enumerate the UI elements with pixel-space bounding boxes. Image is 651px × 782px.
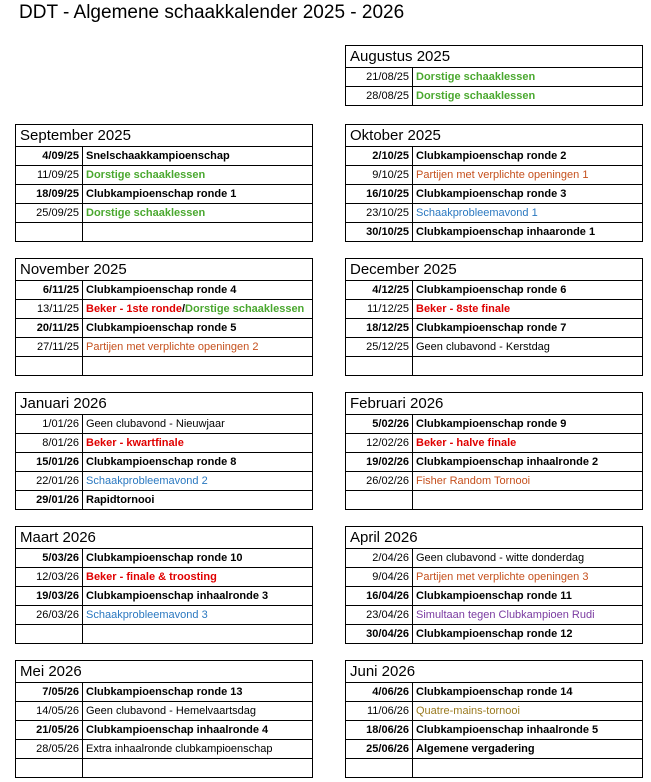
event-text: Beker - halve finale — [416, 437, 517, 449]
event-description — [413, 204, 642, 222]
event-text: Clubkampioenschap ronde 4 — [86, 284, 237, 296]
event-text: Geen clubavond - witte donderdag — [416, 552, 585, 564]
month-table — [345, 258, 643, 376]
month-table — [15, 392, 313, 510]
event-description — [413, 740, 642, 758]
event-date: 22/01/26 — [16, 472, 83, 490]
calendar-row — [16, 185, 312, 204]
calendar-row — [346, 683, 642, 702]
month-table — [345, 392, 643, 510]
month-table — [15, 526, 313, 644]
event-description — [83, 702, 312, 720]
event-description — [413, 300, 642, 318]
event-description — [83, 740, 312, 758]
event-description — [83, 491, 312, 509]
event-description — [413, 166, 642, 184]
month-header: Maart 2026 — [16, 527, 312, 549]
event-description — [413, 223, 642, 241]
event-description — [83, 625, 312, 643]
event-text: Clubkampioenschap inhaalronde 3 — [86, 590, 269, 602]
event-date: 25/06/26 — [346, 740, 413, 758]
event-text: Extra inhaalronde clubkampioenschap — [86, 743, 273, 755]
calendar-row — [16, 759, 312, 777]
event-description — [413, 683, 642, 701]
event-date: 5/02/26 — [346, 415, 413, 433]
calendar-row — [16, 702, 312, 721]
calendar-row — [16, 338, 312, 357]
event-date — [16, 759, 83, 777]
event-date: 18/09/25 — [16, 185, 83, 203]
event-description — [413, 357, 642, 375]
event-date: 19/03/26 — [16, 587, 83, 605]
event-text: Dorstige schaaklessen — [416, 71, 536, 83]
event-description — [83, 472, 312, 490]
event-text: Geen clubavond - Nieuwjaar — [86, 418, 225, 430]
event-date: 16/04/26 — [346, 587, 413, 605]
event-text: Clubkampioenschap inhaalronde 4 — [86, 724, 269, 736]
calendar-row — [16, 434, 312, 453]
calendar-row — [346, 740, 642, 759]
event-text: Clubkampioenschap ronde 6 — [416, 284, 567, 296]
event-text: Clubkampioenschap ronde 3 — [416, 188, 567, 200]
calendar-row — [16, 568, 312, 587]
event-description — [83, 166, 312, 184]
event-text: Quatre-mains-tornooi — [416, 705, 520, 717]
event-text: Beker - 8ste finale — [416, 303, 511, 315]
event-text: Snelschaakkampioenschap — [86, 150, 230, 162]
calendar-row — [16, 587, 312, 606]
event-description — [83, 338, 312, 356]
event-description — [413, 338, 642, 356]
event-date — [16, 357, 83, 375]
event-date: 11/09/25 — [16, 166, 83, 184]
event-text: Clubkampioenschap ronde 11 — [416, 590, 572, 602]
event-date: 2/10/25 — [346, 147, 413, 165]
event-date: 9/10/25 — [346, 166, 413, 184]
calendar-row — [16, 625, 312, 643]
calendar-row — [346, 702, 642, 721]
month-table — [345, 124, 643, 242]
event-date: 29/01/26 — [16, 491, 83, 509]
event-description — [413, 147, 642, 165]
calendar-row — [16, 281, 312, 300]
event-text: Dorstige schaaklessen — [86, 207, 206, 219]
event-date: 27/11/25 — [16, 338, 83, 356]
event-description — [83, 204, 312, 222]
event-text: Beker - 1ste ronde — [86, 303, 182, 315]
calendar-row — [16, 415, 312, 434]
calendar-row — [346, 300, 642, 319]
calendar-row — [16, 740, 312, 759]
month-header: Januari 2026 — [16, 393, 312, 415]
event-date: 28/05/26 — [16, 740, 83, 758]
event-text: Partijen met verplichte openingen 3 — [416, 571, 589, 583]
event-date: 8/01/26 — [16, 434, 83, 452]
event-text: / — [181, 303, 186, 315]
event-date: 21/08/25 — [346, 68, 413, 86]
calendar-row — [346, 625, 642, 643]
calendar-row — [346, 87, 642, 105]
event-text: Clubkampioenschap ronde 12 — [416, 628, 573, 640]
event-description — [83, 683, 312, 701]
event-date: 25/09/25 — [16, 204, 83, 222]
event-date: 1/01/26 — [16, 415, 83, 433]
event-date: 12/02/26 — [346, 434, 413, 452]
event-date: 12/03/26 — [16, 568, 83, 586]
event-text: Clubkampioenschap ronde 5 — [86, 322, 237, 334]
event-text: Beker - kwartfinale — [86, 437, 184, 449]
event-text: Dorstige schaaklessen — [86, 169, 206, 181]
event-text: Clubkampioenschap ronde 14 — [416, 686, 573, 698]
calendar-row — [346, 472, 642, 491]
event-description — [83, 300, 312, 318]
calendar-row — [16, 549, 312, 568]
calendar-row — [16, 147, 312, 166]
event-date: 23/10/25 — [346, 204, 413, 222]
month-header: Augustus 2025 — [346, 46, 642, 68]
event-date: 7/05/26 — [16, 683, 83, 701]
calendar-row — [346, 453, 642, 472]
calendar-row — [346, 319, 642, 338]
calendar-row — [346, 549, 642, 568]
event-text: Clubkampioenschap ronde 9 — [416, 418, 567, 430]
event-text: Clubkampioenschap inhaalronde 2 — [416, 456, 599, 468]
month-header: Februari 2026 — [346, 393, 642, 415]
month-header: September 2025 — [16, 125, 312, 147]
event-description — [413, 491, 642, 509]
event-date — [346, 357, 413, 375]
calendar-row — [16, 472, 312, 491]
calendar-row — [346, 587, 642, 606]
event-description — [83, 281, 312, 299]
event-date: 28/08/25 — [346, 87, 413, 105]
calendar-row — [346, 434, 642, 453]
month-table — [345, 526, 643, 644]
event-description — [413, 453, 642, 471]
event-description — [413, 434, 642, 452]
event-text: Schaakprobleemavond 2 — [86, 475, 208, 487]
event-text: Clubkampioenschap ronde 13 — [86, 686, 243, 698]
calendar-row — [346, 338, 642, 357]
month-header: November 2025 — [16, 259, 312, 281]
event-text: Dorstige schaaklessen — [416, 90, 536, 102]
month-table — [15, 124, 313, 242]
event-description — [413, 68, 642, 86]
event-text: Partijen met verplichte openingen 2 — [86, 341, 259, 353]
event-text: Clubkampioenschap ronde 2 — [416, 150, 567, 162]
month-table — [15, 660, 313, 778]
event-date: 26/03/26 — [16, 606, 83, 624]
month-header: Juni 2026 — [346, 661, 642, 683]
month-table — [15, 258, 313, 376]
event-description — [413, 87, 642, 105]
event-text: Rapidtornooi — [86, 494, 155, 506]
event-date: 11/06/26 — [346, 702, 413, 720]
event-text: Clubkampioenschap ronde 10 — [86, 552, 243, 564]
calendar-row — [346, 568, 642, 587]
event-description — [83, 568, 312, 586]
event-text: Simultaan tegen Clubkampioen Rudi — [416, 609, 595, 621]
event-text: Algemene vergadering — [416, 743, 535, 755]
event-description — [83, 185, 312, 203]
calendar-row — [346, 166, 642, 185]
event-date: 14/05/26 — [16, 702, 83, 720]
event-description — [83, 606, 312, 624]
calendar-row — [16, 166, 312, 185]
event-description — [83, 759, 312, 777]
calendar-row — [16, 223, 312, 241]
event-description — [413, 721, 642, 739]
event-date: 21/05/26 — [16, 721, 83, 739]
event-description — [83, 357, 312, 375]
event-date: 4/06/26 — [346, 683, 413, 701]
event-text: Geen clubavond - Kerstdag — [416, 341, 550, 353]
event-date: 26/02/26 — [346, 472, 413, 490]
event-description — [83, 415, 312, 433]
month-table — [345, 45, 643, 106]
event-date: 13/11/25 — [16, 300, 83, 318]
event-description — [413, 185, 642, 203]
event-date — [346, 759, 413, 777]
event-date: 16/10/25 — [346, 185, 413, 203]
calendar-row — [346, 68, 642, 87]
calendar-row — [346, 223, 642, 241]
calendar-row — [346, 357, 642, 375]
event-description — [413, 472, 642, 490]
event-date — [16, 625, 83, 643]
event-text: Geen clubavond - Hemelvaartsdag — [86, 705, 256, 717]
event-text: Partijen met verplichte openingen 1 — [416, 169, 589, 181]
event-text: Clubkampioenschap inhaaronde 1 — [416, 226, 596, 238]
event-text: Beker - finale & troosting — [86, 571, 217, 583]
calendar-row — [346, 204, 642, 223]
calendar-row — [16, 319, 312, 338]
month-header: December 2025 — [346, 259, 642, 281]
event-description — [413, 587, 642, 605]
calendar-row — [16, 683, 312, 702]
event-date: 20/11/25 — [16, 319, 83, 337]
event-description — [83, 587, 312, 605]
calendar-row — [16, 721, 312, 740]
calendar-row — [346, 721, 642, 740]
event-description — [413, 415, 642, 433]
event-date — [346, 491, 413, 509]
event-date: 4/12/25 — [346, 281, 413, 299]
event-description — [413, 281, 642, 299]
event-description — [83, 549, 312, 567]
event-text: Schaakprobleemavond 1 — [416, 207, 538, 219]
calendar-row — [346, 759, 642, 777]
event-date: 25/12/25 — [346, 338, 413, 356]
month-table — [345, 660, 643, 778]
event-date: 18/12/25 — [346, 319, 413, 337]
calendar-row — [16, 357, 312, 375]
calendar-row — [16, 491, 312, 509]
event-text: Schaakprobleemavond 3 — [86, 609, 208, 621]
month-header: April 2026 — [346, 527, 642, 549]
calendar-row — [16, 453, 312, 472]
calendar-row — [16, 204, 312, 223]
calendar-row — [346, 491, 642, 509]
event-text: Dorstige schaaklessen — [185, 303, 305, 315]
event-description — [83, 147, 312, 165]
event-date: 11/12/25 — [346, 300, 413, 318]
event-date: 18/06/26 — [346, 721, 413, 739]
calendar-row — [346, 281, 642, 300]
event-text: Clubkampioenschap inhaalronde 5 — [416, 724, 599, 736]
page-title: DDT - Algemene schaakkalender 2025 - 2026 — [19, 2, 405, 23]
event-description — [83, 453, 312, 471]
event-description — [83, 319, 312, 337]
event-date: 15/01/26 — [16, 453, 83, 471]
month-header: Oktober 2025 — [346, 125, 642, 147]
calendar-row — [346, 415, 642, 434]
event-description — [413, 568, 642, 586]
event-description — [413, 759, 642, 777]
calendar-row — [16, 606, 312, 625]
event-date: 4/09/25 — [16, 147, 83, 165]
month-header: Mei 2026 — [16, 661, 312, 683]
event-date: 23/04/26 — [346, 606, 413, 624]
event-text: Fisher Random Tornooi — [416, 475, 531, 487]
event-date: 30/04/26 — [346, 625, 413, 643]
event-text: Clubkampioenschap ronde 7 — [416, 322, 567, 334]
event-date: 2/04/26 — [346, 549, 413, 567]
calendar-row — [346, 606, 642, 625]
event-description — [413, 625, 642, 643]
calendar-row — [346, 185, 642, 204]
calendar-row — [346, 147, 642, 166]
event-description — [83, 434, 312, 452]
event-date: 30/10/25 — [346, 223, 413, 241]
event-date — [16, 223, 83, 241]
event-date: 5/03/26 — [16, 549, 83, 567]
event-description — [413, 606, 642, 624]
event-description — [413, 549, 642, 567]
event-date: 9/04/26 — [346, 568, 413, 586]
calendar-row — [16, 300, 312, 319]
event-description — [413, 319, 642, 337]
event-description — [83, 721, 312, 739]
event-date: 6/11/25 — [16, 281, 83, 299]
event-text: Clubkampioenschap ronde 1 — [86, 188, 237, 200]
event-description — [83, 223, 312, 241]
event-description — [413, 702, 642, 720]
event-date: 19/02/26 — [346, 453, 413, 471]
event-text: Clubkampioenschap ronde 8 — [86, 456, 237, 468]
